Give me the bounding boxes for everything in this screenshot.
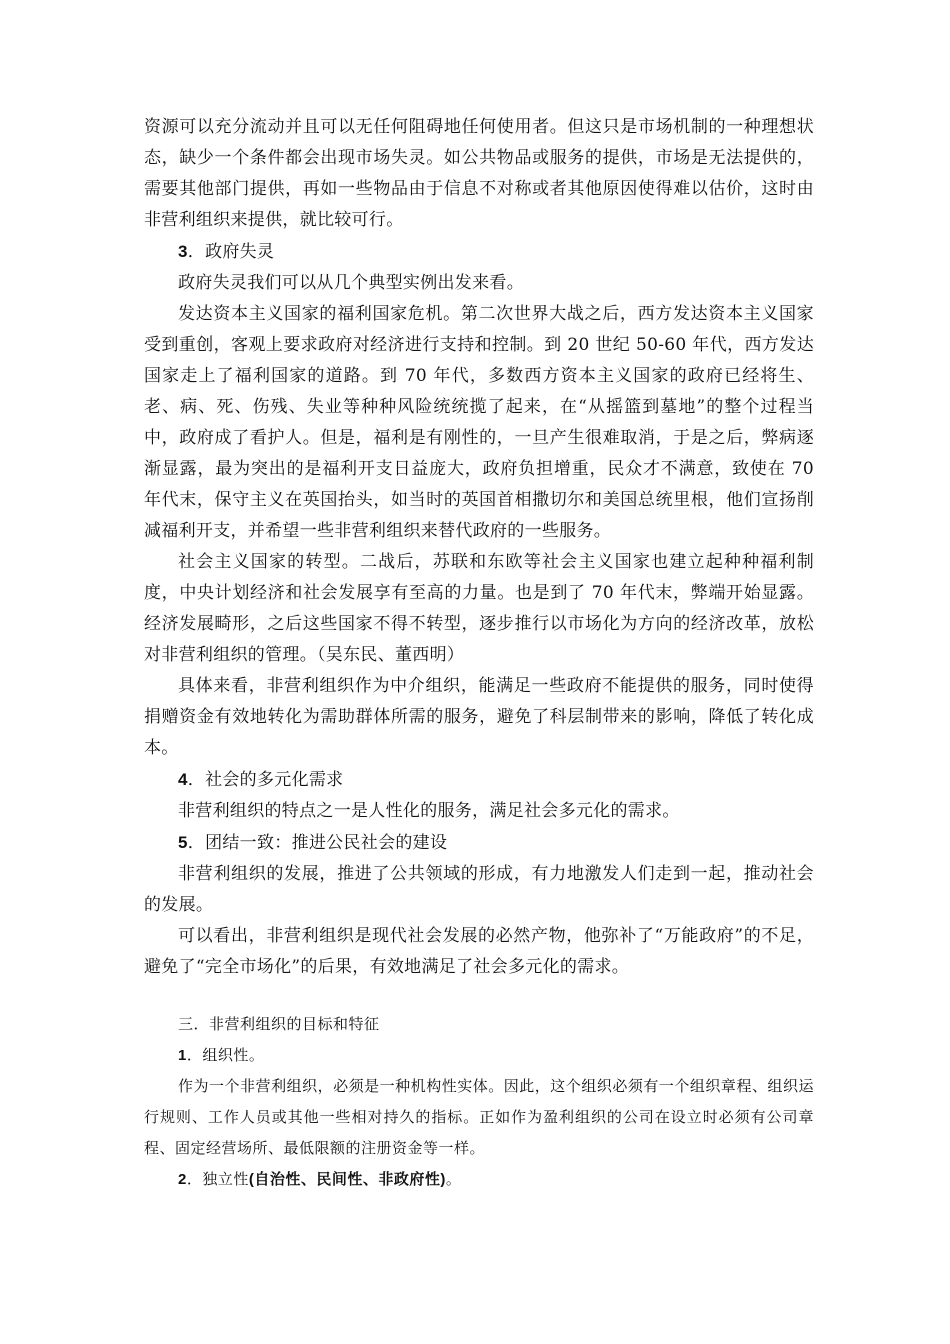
heading-government-failure xyxy=(144,236,814,268)
section-gap xyxy=(144,983,814,1009)
heading-number: 3 xyxy=(178,242,188,261)
paragraph-government-failure-intro: 政府失灵我们可以从几个典型实例出发来看。 xyxy=(178,273,524,293)
section-goals-features xyxy=(144,1009,814,1195)
heading-number: 5 xyxy=(178,833,188,852)
paragraph-intermediary-role: 具体来看，非营利组织作为中介组织，能满足一些政府不能提供的服务，同时使得捐赠资金有效地转化为需助群体所需的服务，避免了科层制带来的影响，降低了转化成本。 xyxy=(144,676,814,758)
paragraph-socialist-transition: 社会主义国家的转型。二战后，苏联和东欧等社会主义国家也建立起种种福利制度，中央计划经济和社会发展享有至高的力量。也是到了 70 年代末，弊端开始显露。经济发展畸形，之后这些国家不得不转型，逐步推行以市场化为方向的经济改革，放松对非营利组织的管理。（吴东民、董西明） xyxy=(144,552,814,665)
heading-title: ．政府失灵 xyxy=(187,242,275,262)
heading-number: 4 xyxy=(178,770,188,789)
heading-independence xyxy=(144,1164,814,1195)
paragraph-diverse-needs: 非营利组织的特点之一是人性化的服务，满足社会多元化的需求。 xyxy=(178,801,680,821)
paragraph-public-sphere: 非营利组织的发展，推进了公共领域的形成，有力地激发人们走到一起，推动社会的发展。 xyxy=(144,864,814,915)
heading-title: ．独立性 xyxy=(186,1170,249,1188)
heading-title: ．团结一致：推进公民社会的建设 xyxy=(187,833,448,853)
paragraph-welfare-state-crisis: 发达资本主义国家的福利国家危机。第二次世界大战之后，西方发达资本主义国家受到重创，客观上要求政府对经济进行支持和控制。到 20 世纪 50-60 年代，西方发达国家走上了福利国家的道路。到 70 年代，多数西方资本主义国家的政府已经将生、老、病、死、伤残、失业等种种风险统统揽了起来，在“从摇篮到墓地”的整个过程当中，政府成了看护人。但是，福利是有刚性的，一旦产生很难取消，于是之后，弊病逐渐显露，最为突出的是福利开支日益庞大，政府负担增重，民众才不满意，致使在 70 年代末，保守主义在英国抬头，如当时的英国首相撒切尔和美国总统里根，他们宣扬削减福利开支，并希望一些非营利组织来替代政府的一些服务。 xyxy=(144,304,814,541)
document-page xyxy=(144,112,814,1195)
heading-organization xyxy=(144,1040,814,1071)
paragraph-conclusion: 可以看出，非营利组织是现代社会发展的必然产物，他弥补了“万能政府”的不足，避免了“完全市场化”的后果，有效地满足了社会多元化的需求。 xyxy=(144,926,814,977)
heading-civil-society xyxy=(144,827,814,859)
heading-number: 1 xyxy=(178,1047,187,1064)
heading-title: ．组织性。 xyxy=(186,1046,265,1064)
paragraph-market-failure-continued: 资源可以充分流动并且可以无任何阻碍地任何使用者。但这只是市场机制的一种理想状态，缺少一个条件都会出现市场失灵。如公共物品或服务的提供，市场是无法提供的，需要其他部门提供，再如一些物品由于信息不对称或者其他原因使得难以估价，这时由非营利组织来提供，就比较可行。 xyxy=(144,117,814,230)
heading-parenthetical: (自治性、民间性、非政府性) xyxy=(248,1171,446,1188)
heading-number: 2 xyxy=(178,1171,187,1188)
heading-diverse-needs xyxy=(144,764,814,796)
heading-goals-features: 三．非营利组织的目标和特征 xyxy=(178,1015,380,1033)
paragraph-organization: 作为一个非营利组织，必须是一种机构性实体。因此，这个组织必须有一个组织章程、组织运行规则、工作人员或其他一些相对持久的指标。正如作为盈利组织的公司在设立时必须有公司章程、固定经营场所、最低限额的注册资金等一样。 xyxy=(144,1077,814,1157)
heading-title: ．社会的多元化需求 xyxy=(187,770,344,790)
heading-end: 。 xyxy=(445,1170,462,1188)
